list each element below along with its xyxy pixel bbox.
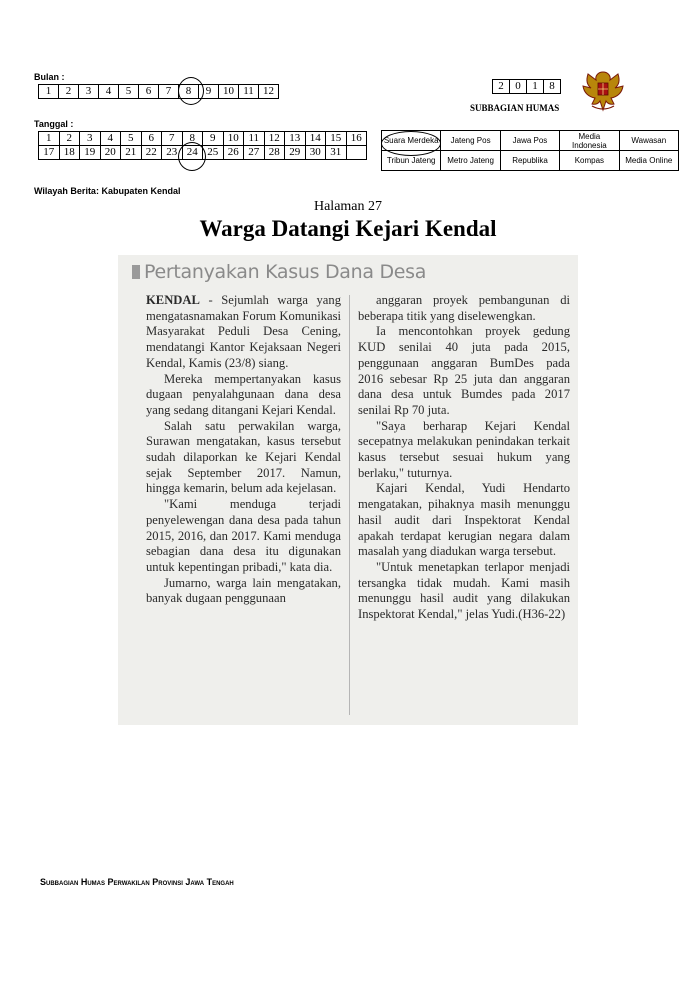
- month-cell: 12: [259, 85, 279, 99]
- article-paragraph: [146, 293, 341, 372]
- year-digit-cell: 2: [493, 80, 510, 94]
- day-cell: 16: [346, 132, 367, 146]
- day-cell: 10: [223, 132, 244, 146]
- day-cell: 6: [141, 132, 162, 146]
- media-cell: Wawasan: [619, 131, 678, 151]
- year-digit-cell: 0: [510, 80, 527, 94]
- footer-text: Subbagian Humas Perwakilan Provinsi Jawa Tengah: [40, 877, 234, 887]
- day-cell: 14: [305, 132, 326, 146]
- media-cell: Republika: [500, 151, 559, 171]
- paragraph-text: Mereka mempertanyakan kasus dugaan penyalahgunaan dana desa yang sedang ditangani Kejari Kendal.: [146, 371, 341, 417]
- day-cell: 18: [59, 146, 80, 160]
- paragraph-text: anggaran proyek pembangunan di beberapa titik yang diselewengkan.: [358, 293, 570, 323]
- article-paragraph: [146, 497, 341, 576]
- media-cell: Media Indonesia: [560, 131, 619, 151]
- article-paragraph: [358, 560, 570, 623]
- article-column-1: [146, 293, 341, 607]
- day-cell: [346, 146, 367, 160]
- media-cell: Jateng Pos: [441, 131, 500, 151]
- paragraph-text: "Kami menduga terjadi penyelewengan dana desa pada tahun 2015, 2016, dan 2017. Kami menduga sebagian dana desa itu digunakan untuk kepentingan pribadi," kata dia.: [146, 497, 341, 574]
- paragraph-text: "Saya berharap Kejari Kendal secepatnya melakukan penindakan terkait kasus tersebut sesuai hukum yang berlaku," tuturnya.: [358, 418, 570, 480]
- clipping-kicker: [132, 261, 426, 283]
- day-cell: 23: [162, 146, 183, 160]
- day-cell: 19: [80, 146, 101, 160]
- day-cell: 28: [264, 146, 285, 160]
- month-cell: 7: [159, 85, 179, 99]
- page-number: Halaman 27: [313, 199, 383, 214]
- day-cell: 9: [203, 132, 224, 146]
- day-cell: 1: [39, 132, 60, 146]
- day-cell: 8: [182, 132, 203, 146]
- month-cell: 3: [79, 85, 99, 99]
- media-cell: Kompas: [560, 151, 619, 171]
- media-cell: Jawa Pos: [500, 131, 559, 151]
- paragraph-text: Kajari Kendal, Yudi Hendarto mengatakan, pihaknya masih menunggu hasil audit dari Inspektorat Kendal apakah terdapat kerugian negara dalam masalah yang diadukan warga tersebut.: [358, 481, 570, 559]
- tanggal-label: Tanggal :: [34, 119, 74, 129]
- paragraph-text: "Untuk menetapkan terlapor menjadi tersangka tidak mudah. Kami masih menunggu hasil audit yang dilakukan Inspektorat Kendal," jelas Yudi.(H36-22): [358, 559, 570, 622]
- day-cell: 20: [100, 146, 121, 160]
- day-cell: 22: [141, 146, 162, 160]
- media-cell: Tribun Jateng: [382, 151, 441, 171]
- day-cell: 7: [162, 132, 183, 146]
- day-cell: 12: [264, 132, 285, 146]
- article-paragraph: [146, 419, 341, 498]
- headline: Warga Datangi Kejari Kendal: [199, 216, 497, 241]
- paragraph-text: - Sejumlah warga yang mengatasnamakan Forum Komunikasi Masyarakat Peduli Desa Cening, mendatangi Kantor Kejaksaan Negeri Kendal, Kamis (23/8) siang.: [146, 293, 341, 370]
- day-cell: 2: [59, 132, 80, 146]
- article-paragraph: [358, 419, 570, 482]
- paragraph-text: Salah satu perwakilan warga, Surawan mengatakan, kasus tersebut sudah dilaporkan ke Kejari Kendal sejak September 2017. Namun, hingga kemarin, belum ada kejelasan.: [146, 418, 341, 496]
- month-cell: 4: [99, 85, 119, 99]
- day-cell: 3: [80, 132, 101, 146]
- month-grid: [38, 84, 279, 99]
- month-cell: 8: [179, 85, 199, 99]
- article-paragraph: [358, 481, 570, 560]
- month-cell: 2: [59, 85, 79, 99]
- dateline: KENDAL: [146, 293, 200, 307]
- garuda-emblem-icon: [578, 68, 628, 114]
- column-divider: [349, 295, 350, 715]
- news-clipping: [118, 255, 578, 725]
- bulan-label: Bulan :: [34, 72, 65, 82]
- day-cell: 30: [305, 146, 326, 160]
- day-cell: 29: [285, 146, 306, 160]
- month-cell: 5: [119, 85, 139, 99]
- day-cell: 11: [244, 132, 265, 146]
- media-cell: Media Online: [619, 151, 678, 171]
- article-paragraph: [146, 372, 341, 419]
- unit-label: SUBBAGIAN HUMAS: [470, 103, 560, 113]
- day-cell: 13: [285, 132, 306, 146]
- day-cell: 26: [223, 146, 244, 160]
- media-cell: Metro Jateng: [441, 151, 500, 171]
- article-column-2: [358, 293, 570, 623]
- month-cell: 1: [39, 85, 59, 99]
- year-digit-cell: 8: [544, 80, 561, 94]
- day-cell: 24: [182, 146, 203, 160]
- day-cell: 4: [100, 132, 121, 146]
- month-cell: 10: [219, 85, 239, 99]
- day-cell: 25: [203, 146, 224, 160]
- day-cell: 21: [121, 146, 142, 160]
- month-cell: 6: [139, 85, 159, 99]
- year-box: [492, 79, 561, 94]
- day-cell: 17: [39, 146, 60, 160]
- selected-media-circle: [381, 131, 441, 156]
- day-cell: 15: [326, 132, 347, 146]
- paragraph-text: Jumarno, warga lain mengatakan, banyak dugaan penggunaan: [146, 575, 341, 606]
- wilayah-label: Wilayah Berita: Kabupaten Kendal: [34, 186, 181, 196]
- year-digit-cell: 1: [527, 80, 544, 94]
- selected-day-circle: [178, 142, 206, 171]
- month-cell: 11: [239, 85, 259, 99]
- paragraph-text: Ia mencontohkan proyek gedung KUD senilai 40 juta pada 2015, penggunaan anggaran BumDes pada 2016 sebesar Rp 25 juta dan anggaran dana desa untuk Bumdes pada 2017 senilai Rp 70 juta.: [358, 324, 570, 417]
- article-paragraph: [146, 576, 341, 607]
- day-cell: 27: [244, 146, 265, 160]
- day-cell: 5: [121, 132, 142, 146]
- article-paragraph: [358, 293, 570, 324]
- article-paragraph: [358, 324, 570, 418]
- day-cell: 31: [326, 146, 347, 160]
- month-cell: 9: [199, 85, 219, 99]
- selected-month-circle: [178, 77, 204, 105]
- kicker-square-icon: [132, 265, 140, 279]
- media-cell: Suara Merdeka: [382, 131, 441, 151]
- kicker-text: Pertanyakan Kasus Dana Desa: [144, 261, 427, 283]
